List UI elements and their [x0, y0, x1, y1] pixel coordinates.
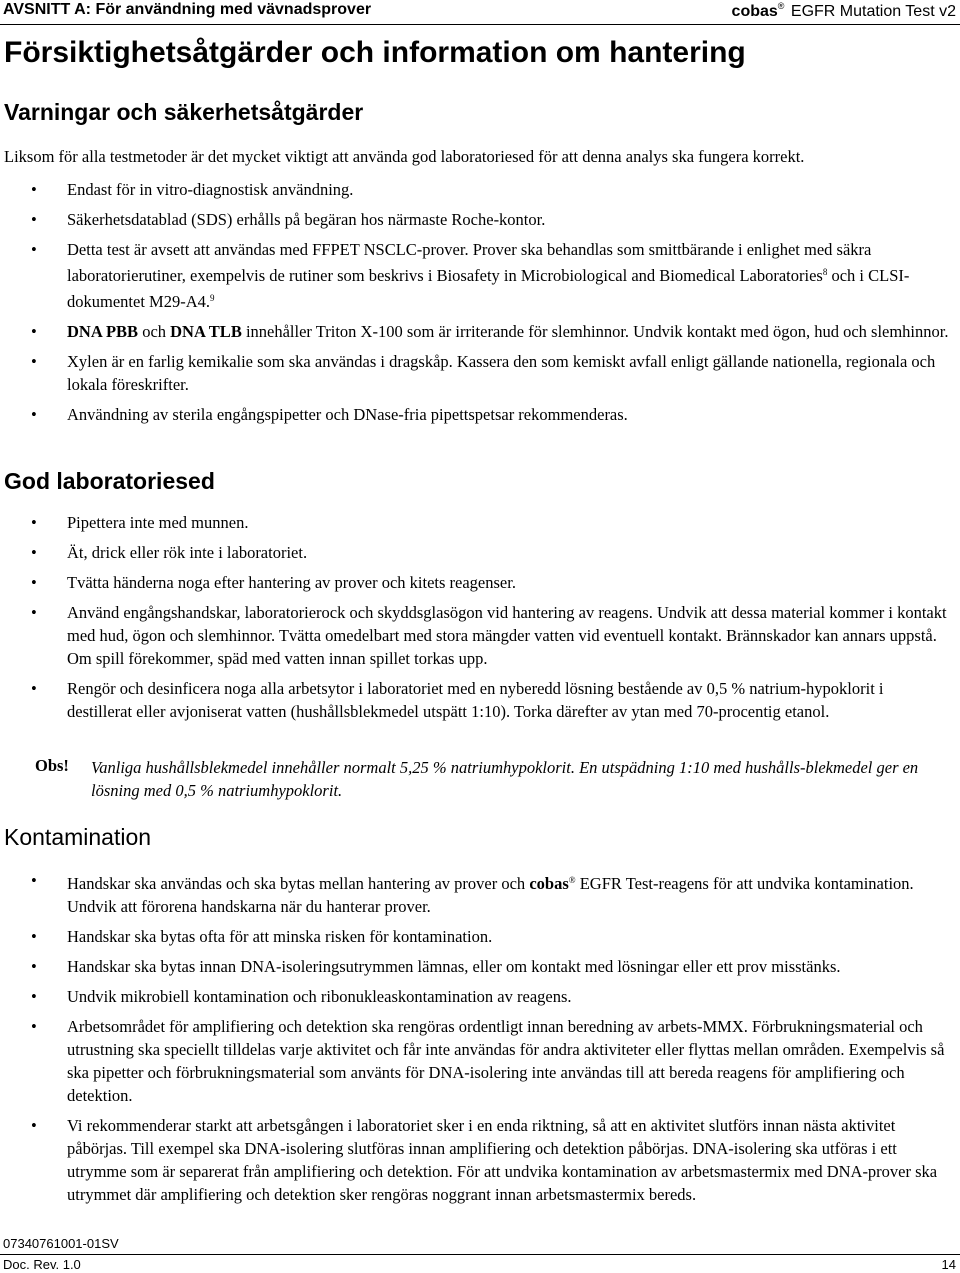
brand-name: cobas — [731, 3, 778, 20]
list-item: • Detta test är avsett att användas med FFPET NSCLC-prover. Prover ska behandlas som smittbärande i enlighet med säkra laboratorierutiner, exempelvis de rutiner som beskrivs i Biosafety in Microbiological and Biomedical Laboratories$^8$ och i CLSI-dokumentet M29-A4.$^9$ — [0, 238, 950, 313]
list-item: • Rengör och desinficera noga alla arbetsytor i laboratoriet med en nyberedd lösning bestående av 0,5 % natrium-hypoklorit i destillerat eller avjoniserat vatten (hushållsblekmedel utspätt 1:10). Torka därefter av ytan med 70-procentig etanol. — [0, 677, 950, 723]
brand-name: cobas — [529, 874, 569, 893]
warnings-list — [0, 178, 950, 426]
page-number: 14 — [941, 1257, 956, 1272]
list-item: • Arbetsområdet för amplifiering och detektion ska rengöras ordentligt innan beredning av arbets-MMX. Förbrukningsmaterial och utrustning ska speciellt tilldelas varje aktivitet och får inte användas för andra aktiviteter eller flyttas mellan områden. Exempelvis så ska pipetter och förbrukningsmaterial som använts för DNA-isolering inte användas till att bereda reagens för amplifiering och detektion. — [0, 1015, 950, 1107]
document-number: 07340761001-01SV — [3, 1236, 119, 1251]
list-item: • Xylen är en farlig kemikalie som ska användas i dragskåp. Kassera den som kemiskt avfall enligt gällande nationella, regionala och lokala föreskrifter. — [0, 350, 950, 396]
header-divider — [0, 24, 960, 25]
footer-divider — [0, 1254, 960, 1255]
list-item: • Användning av sterila engångspipetter och DNase-fria pipettspetsar rekommenderas. — [0, 403, 950, 426]
page-title: Försiktighetsåtgärder och information om hantering — [4, 36, 746, 69]
list-item: • Undvik mikrobiell kontamination och ribonukleaskontamination av reagens. — [0, 985, 950, 1008]
list-item: • Handskar ska användas och ska bytas mellan hantering av prover och cobas® EGFR Test-reagens för att undvika kontamination. Undvik att förorena handskarna när du hanterar prover. — [0, 869, 950, 918]
note-text: Vanliga hushållsblekmedel innehåller normalt 5,25 % natriumhypoklorit. En utspädning 1:10 med hushålls-blekmedel ger en lösning med 0,5 % natriumhypoklorit. — [91, 758, 919, 800]
glp-list — [0, 511, 950, 723]
list-item: • Endast för in vitro-diagnostisk användning. — [0, 178, 950, 201]
product-name: EGFR Mutation Test v2 — [790, 3, 956, 20]
footnote-ref: 8 — [822, 267, 828, 277]
warnings-intro: Liksom för alla testmetoder är det mycket viktigt att använda god laboratoriesed för att denna analys ska fungera korrekt. — [4, 147, 805, 166]
list-item: • Handskar ska bytas ofta för att minska risken för kontamination. — [0, 925, 950, 948]
note-label: Obs! — [35, 756, 69, 775]
document-revision: Doc. Rev. 1.0 — [3, 1257, 81, 1272]
list-item: • Säkerhetsdatablad (SDS) erhålls på begäran hos närmaste Roche-kontor. — [0, 208, 950, 231]
list-item: • DNA PBB och DNA TLB innehåller Triton X-100 som är irriterande för slemhinnor. Undvik kontakt med ögon, hud och slemhinnor. — [0, 320, 950, 343]
contamination-list — [0, 869, 950, 1206]
footnote-ref: 9 — [209, 293, 215, 303]
list-item: • Ät, drick eller rök inte i laboratoriet. — [0, 541, 950, 564]
glp-heading: God laboratoriesed — [4, 468, 215, 494]
contamination-heading: Kontamination — [4, 824, 152, 850]
list-item: • Använd engångshandskar, laboratorierock och skyddsglasögon vid hantering av reagens. Undvik att dessa material kommer i kontakt med hud, ögon och slemhinnor. Tvätta omedelbart med stora mängder vatten vid eventuell kontakt. Brännskador kan annars uppstå. Om spill förekommer, späd med vatten innan spillet torkas upp. — [0, 601, 950, 670]
section-header: AVSNITT A: För användning med vävnadsprover — [3, 1, 372, 18]
registered-mark: ® — [777, 1, 785, 11]
warnings-heading: Varningar och säkerhetsåtgärder — [4, 99, 364, 125]
list-item: • Handskar ska bytas innan DNA-isoleringsutrymmen lämnas, eller om kontakt med lösningar eller ett prov misstänks. — [0, 955, 950, 978]
list-item: • Tvätta händerna noga efter hantering av prover och kitets reagenser. — [0, 571, 950, 594]
product-header — [732, 1, 956, 21]
list-item: • Vi rekommenderar starkt att arbetsgången i laboratoriet sker i en enda riktning, så att en aktivitet slutförs innan nästa aktivitet påbörjas. Till exempel ska DNA-isolering slutföras innan amplifiering och detektion påbörjas. DNA-isolering ska utföras i ett utrymme som är separerat från amplifiering och detektion. För att undvika kontamination av arbetsmastermix med DNA-prover ska utrymmet där amplifiering och detektion sker rengöras noggrant innan arbetsmastermix bereds. — [0, 1114, 950, 1206]
list-item: • Pipettera inte med munnen. — [0, 511, 950, 534]
